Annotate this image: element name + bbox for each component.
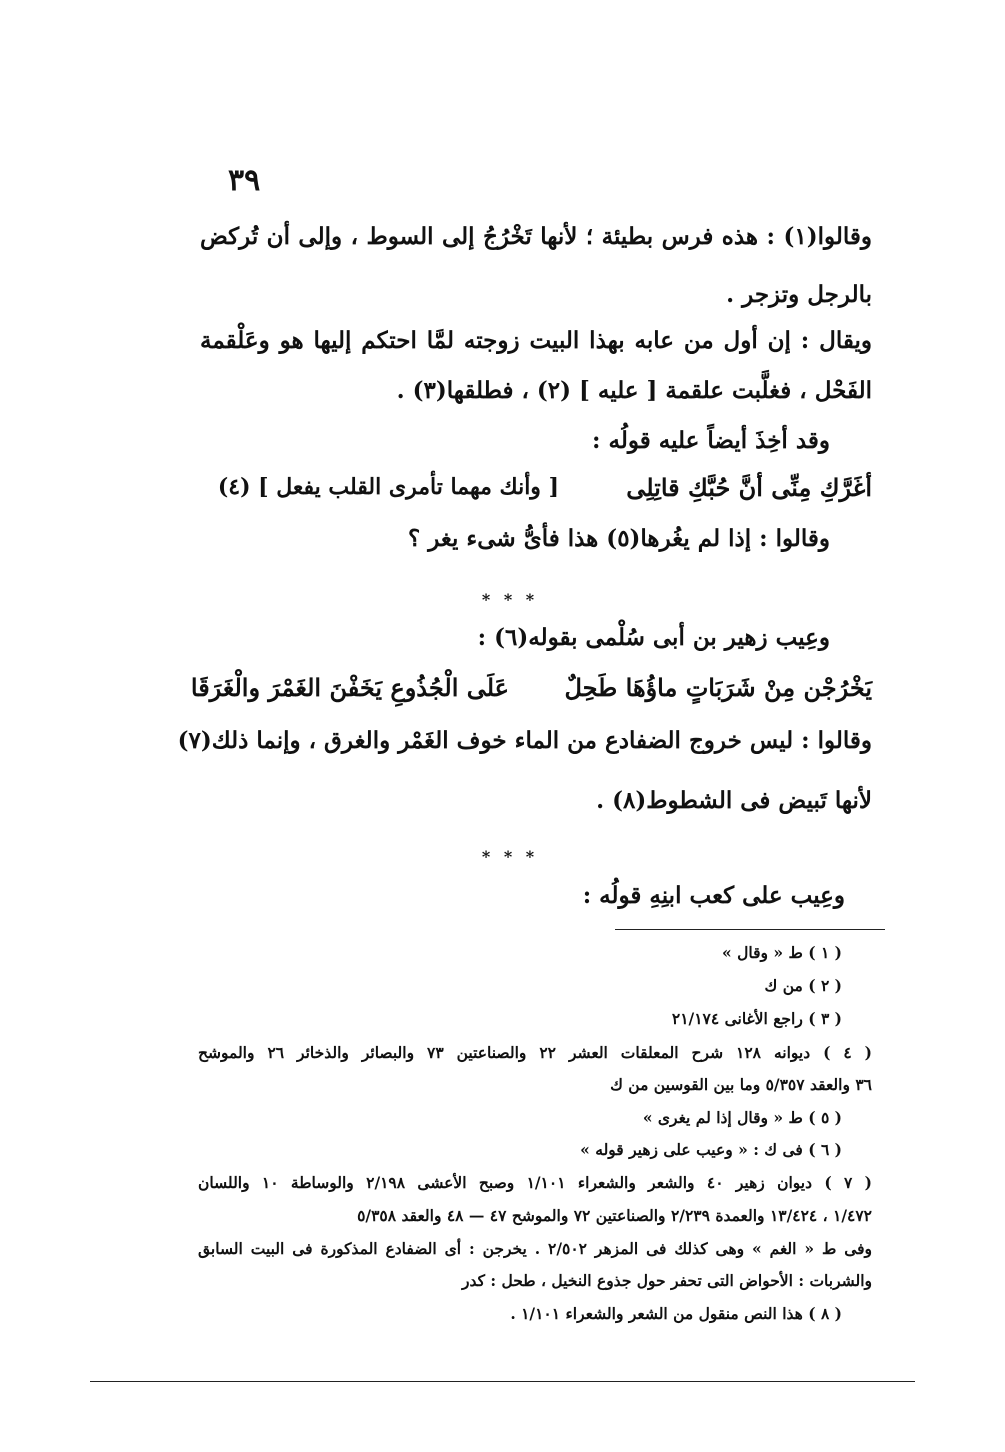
footnote-4-line-2: ٣٦ والعقد ٥/٣٥٧ وما بين القوسين من ك xyxy=(610,1075,872,1094)
footnote-2: ( ٢ ) من ك xyxy=(764,976,842,995)
body-line-2: بالرجل وتزجر . xyxy=(726,281,872,308)
footnote-4-line-1: ( ٤ ) ديوانه ١٢٨ شرح المعلقات العشر ٢٢ والصناعتين ٧٣ والبصائر والذخائر ٢٦ والموشح xyxy=(198,1043,872,1062)
section-separator-2: * * * xyxy=(481,847,539,866)
footnote-8: ( ٨ ) هذا النص منقول من الشعر والشعراء ١/١٠١ . xyxy=(510,1304,842,1323)
page-number: ٣٩ xyxy=(228,163,261,198)
footnote-7-line-1: ( ٧ ) ديوان زهير ٤٠ والشعر والشعراء ١/١٠١ وصبح الأعشى ٢/١٩٨ والوساطة ١٠ واللسان xyxy=(198,1173,872,1192)
verse-1-first-hemistich: أغَرَّكِ مِنِّى أنَّ حُبَّكِ قاتِلِى xyxy=(626,473,872,502)
page-bottom-rule xyxy=(90,1381,915,1382)
footnote-1: ( ١ ) ط « وقال » xyxy=(722,943,842,962)
footnote-3: ( ٣ ) راجع الأغانى ٢١/١٧٤ xyxy=(671,1009,842,1028)
body-line-10: وعِيب على كعب ابنِهِ قولُه : xyxy=(582,882,845,909)
footnote-7-line-4: والشربات : الأحواض التى تحفر حول جذوع النخيل ، طحل : كدر xyxy=(462,1271,872,1290)
footnote-separator xyxy=(615,929,885,930)
body-line-8: وقالوا : ليس خروج الضفادع من الماء خوف الغَمْر والغرق ، وإنما ذلك(٧) xyxy=(177,727,872,754)
footnote-5: ( ٥ ) ط « وقال إذا لم يغرى » xyxy=(642,1108,842,1127)
verse-2-second-hemistich: عَلَى الْجُذُوعِ يَخَفْنَ الغَمْرَ والْغَرَقَا xyxy=(190,673,509,702)
footnote-6: ( ٦ ) فى ك : « وعيب على زهير قوله » xyxy=(580,1140,842,1159)
verse-1-second-hemistich: [ وأنك مهما تأمرى القلب يفعل ] (٤) xyxy=(217,474,559,500)
footnote-7-line-3: وفى ط « الغم » وهى كذلك فى المزهر ٢/٥٠٢ . يخرجن : أى الضفادع المذكورة فى البيت السابق xyxy=(198,1239,873,1258)
body-line-4: الفَحْل ، فغلَّبت علقمة [ عليه ] (٢) ، فطلقها(٣) . xyxy=(396,377,872,404)
body-line-7: وعِيب زهير بن أبى سُلْمى بقوله(٦) : xyxy=(477,624,830,651)
footnote-7-line-2: ١/٤٧٢ ، ١٣/٤٢٤ والعمدة ٢/٢٣٩ والصناعتين ٧٢ والموشح ٤٧ — ٤٨ والعقد ٥/٣٥٨ xyxy=(357,1206,872,1225)
section-separator-1: * * * xyxy=(481,590,539,609)
body-line-3: ويقال : إن أول من عابه بهذا البيت زوجته لمَّا احتكم إليها هو وعَلْقمة xyxy=(200,327,872,354)
verse-2-first-hemistich: يَخْرُجْن مِنْ شَرَبَاتٍ ماؤُهَا طَحِلٌ xyxy=(564,673,872,702)
body-line-6: وقالوا : إذا لم يغُرها(٥) هذا فأىُّ شىء يغر ؟ xyxy=(408,525,830,552)
body-line-5: وقد أخِذَ أيضاً عليه قولُه : xyxy=(592,427,830,454)
body-line-1: وقالوا(١) : هذه فرس بطيئة ؛ لأنها تَخْرُجُ إلى السوط ، وإلى أن تُركض xyxy=(200,223,872,250)
body-line-9: لأنها تَبيض فى الشطوط(٨) . xyxy=(596,787,872,814)
